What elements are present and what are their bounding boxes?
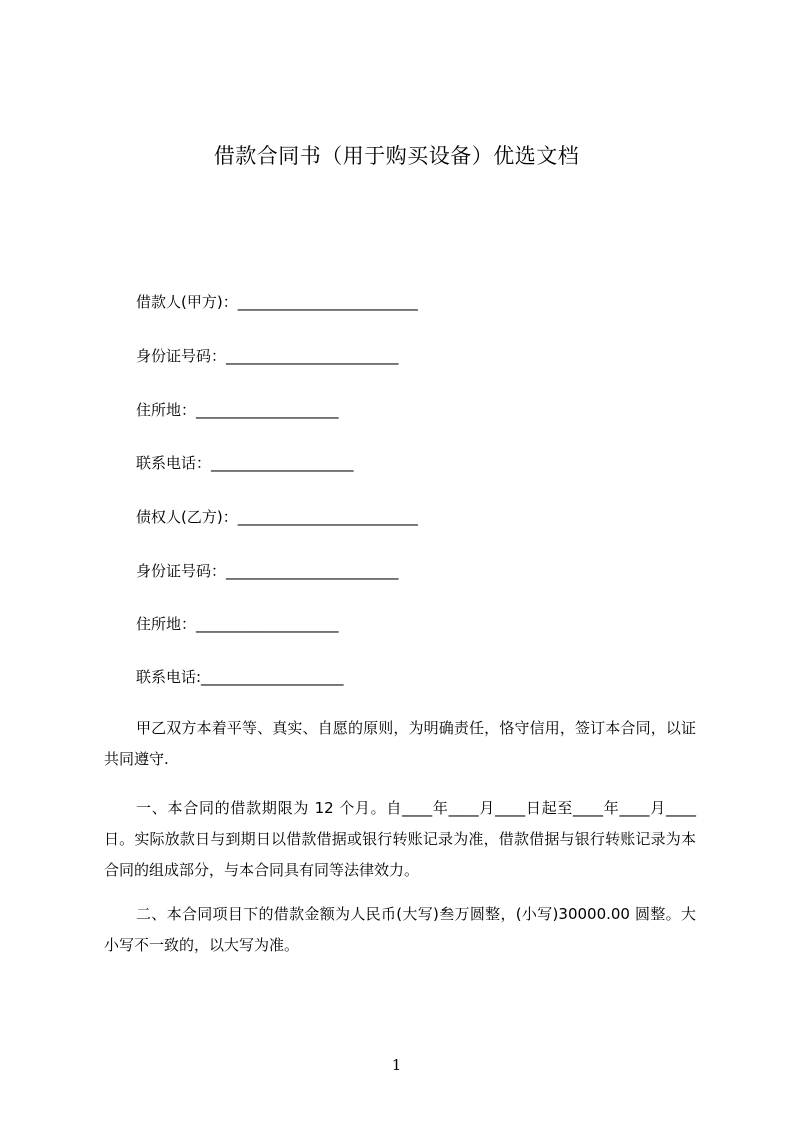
- clause-2-paragraph: 二、本合同项目下的借款金额为人民币(大写)叁万圆整，(小写)30000.00 圆整。大小写不一致的，以大写为准。: [104, 905, 696, 954]
- lender-phone-field: 联系电话:___________________: [136, 668, 344, 686]
- borrower-address-field: 住所地：___________________: [136, 401, 339, 419]
- clause-1-paragraph: 一、本合同的借款期限为 12 个月。自____年____月____日起至____年____月____日。实际放款日与到期日以借款借据或银行转账记录为准，借款借据与银行转账记录为本合同的组成部分，与本合同具有同等法律效力。: [104, 799, 696, 879]
- borrower-field: 借款人(甲方)：________________________: [136, 293, 418, 311]
- document-title: 借款合同书（用于购买设备）优选文档: [213, 144, 580, 168]
- lender-id-field: 身份证号码：_______________________: [136, 562, 399, 580]
- page-number: 1: [391, 1056, 402, 1074]
- borrower-id-field: 身份证号码：_______________________: [136, 347, 399, 365]
- preamble-paragraph: 甲乙双方本着平等、真实、自愿的原则，为明确责任，恪守信用，签订本合同，以证共同遵守.: [104, 719, 696, 768]
- borrower-phone-field: 联系电话：___________________: [136, 454, 354, 472]
- lender-field: 债权人(乙方)：________________________: [136, 508, 418, 526]
- lender-address-field: 住所地：___________________: [136, 615, 339, 633]
